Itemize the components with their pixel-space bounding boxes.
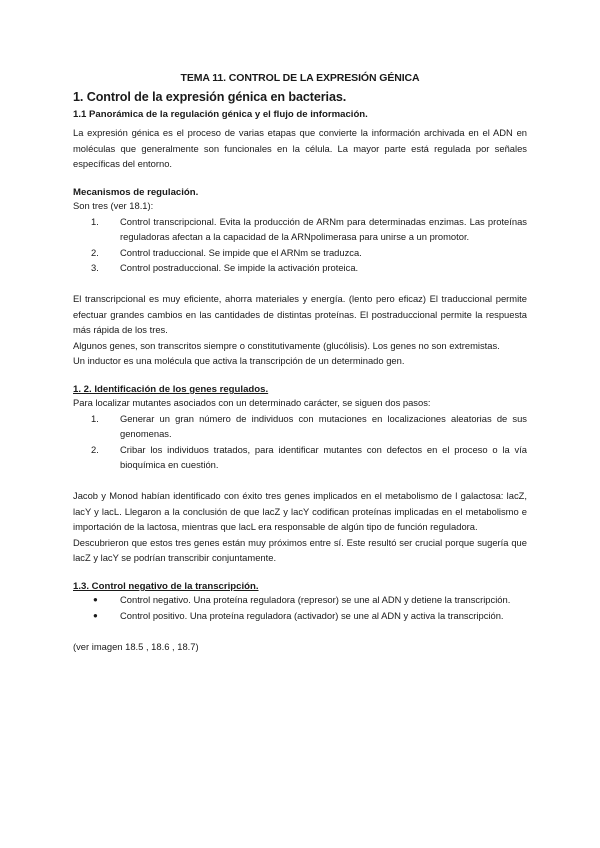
subsection-1-2-heading: 1. 2. Identificación de los genes regulados. [73,384,269,395]
identification-steps-list [73,411,527,473]
subsection-1-2-intro: Para localizar mutantes asociados con un determinado carácter, se siguen dos pasos: [73,397,431,408]
subsection-1-1-paragraph: La expresión génica es el proceso de varias etapas que convierte la información archivada en el ADN en moléculas que generalmente son funcionales en la célula. La mayor parte está regulada por señales específicas del entorno. [73,127,527,169]
subsection-1-3-heading: 1.3. Control negativo de la transcripción. [73,581,259,592]
list-item [73,245,527,261]
list-text: Control negativo. Una proteína reguladora (represor) se une al ADN y detiene la transcripción. [120,594,511,605]
subsection-1-2-paragraph-2: Descubrieron que estos tres genes están muy próximos entre sí. Este resultó ser crucial porque sugería que lacZ y lacY se podrían transcribir conjuntamente. [73,536,527,563]
list-number: 2. [91,443,99,455]
subsection-1-1-heading: 1.1 Panorámica de la regulación génica y el flujo de información. [73,109,368,120]
mechanisms-list [73,214,527,276]
list-item [73,260,527,276]
list-text: Generar un gran número de individuos con mutaciones en localizaciones aleatorias de sus genomenas. [120,412,527,439]
list-number: 3. [91,262,99,273]
mechanisms-paragraph-1: El transcripcional es muy eficiente, ahorra materiales y energía. (lento pero eficaz) El traduccional permite efectuar grandes cambios en las cantidades de distintas proteínas. El postraduccional permite la respuesta más rápida de los tres. [73,293,527,335]
mechanisms-intro: Son tres (ver 18.1): [73,200,154,211]
list-text: Control transcripcional. Evita la producción de ARNm para determinadas enzimas. Las proteínas reguladoras afectan a la capacidad de la ARNpolimerasa para unirse a un promotor. [120,215,527,242]
list-number: 2. [91,246,99,258]
list-item [73,214,527,245]
list-item [73,442,527,473]
list-text: Control positivo. Una proteína reguladora (activador) se une al ADN y activa la transcripción. [120,609,504,621]
list-text: Control traduccional. Se impide que el ARNm se traduzca. [120,246,362,258]
bullet-icon: ● [93,610,98,620]
section-1-heading: 1. Control de la expresión génica en bacterias. [73,90,347,104]
mechanisms-paragraph-2: Algunos genes, son transcritos siempre o constitutivamente (glucólisis). Los genes no son extremistas. [73,339,500,351]
image-reference-note: (ver imagen 18.5 , 18.6 , 18.7) [73,640,199,652]
mechanisms-paragraph-3: Un inductor es una molécula que activa la transcripción de un determinado gen. [73,355,405,366]
subsection-1-2-paragraph-1: Jacob y Monod habían identificado con éxito tres genes implicados en el metabolismo de l galactosa: lacZ, lacY y lacL. Llegaron a la conclusión de que lacZ y lacY codifican proteínas implicadas en el metabolismo e importación de la lactosa, mientras que lacL era responsable de algún tipo de función reguladora. [73,490,527,532]
list-item [73,608,527,624]
list-number: 1. [91,412,99,424]
list-item [73,411,527,442]
control-types-list [73,592,527,623]
list-text: Cribar los individuos tratados, para identificar mutantes con defectos en el proceso o la vía bioquímica en cuestión. [120,443,527,470]
list-number: 1. [91,215,99,227]
bullet-icon: ● [93,595,98,604]
mechanisms-heading: Mecanismos de regulación. [73,187,199,198]
list-text: Control postraduccional. Se impide la activación proteica. [120,262,359,273]
list-item [73,592,527,608]
document-title: TEMA 11. CONTROL DE LA EXPRESIÓN GÉNICA [180,72,420,84]
